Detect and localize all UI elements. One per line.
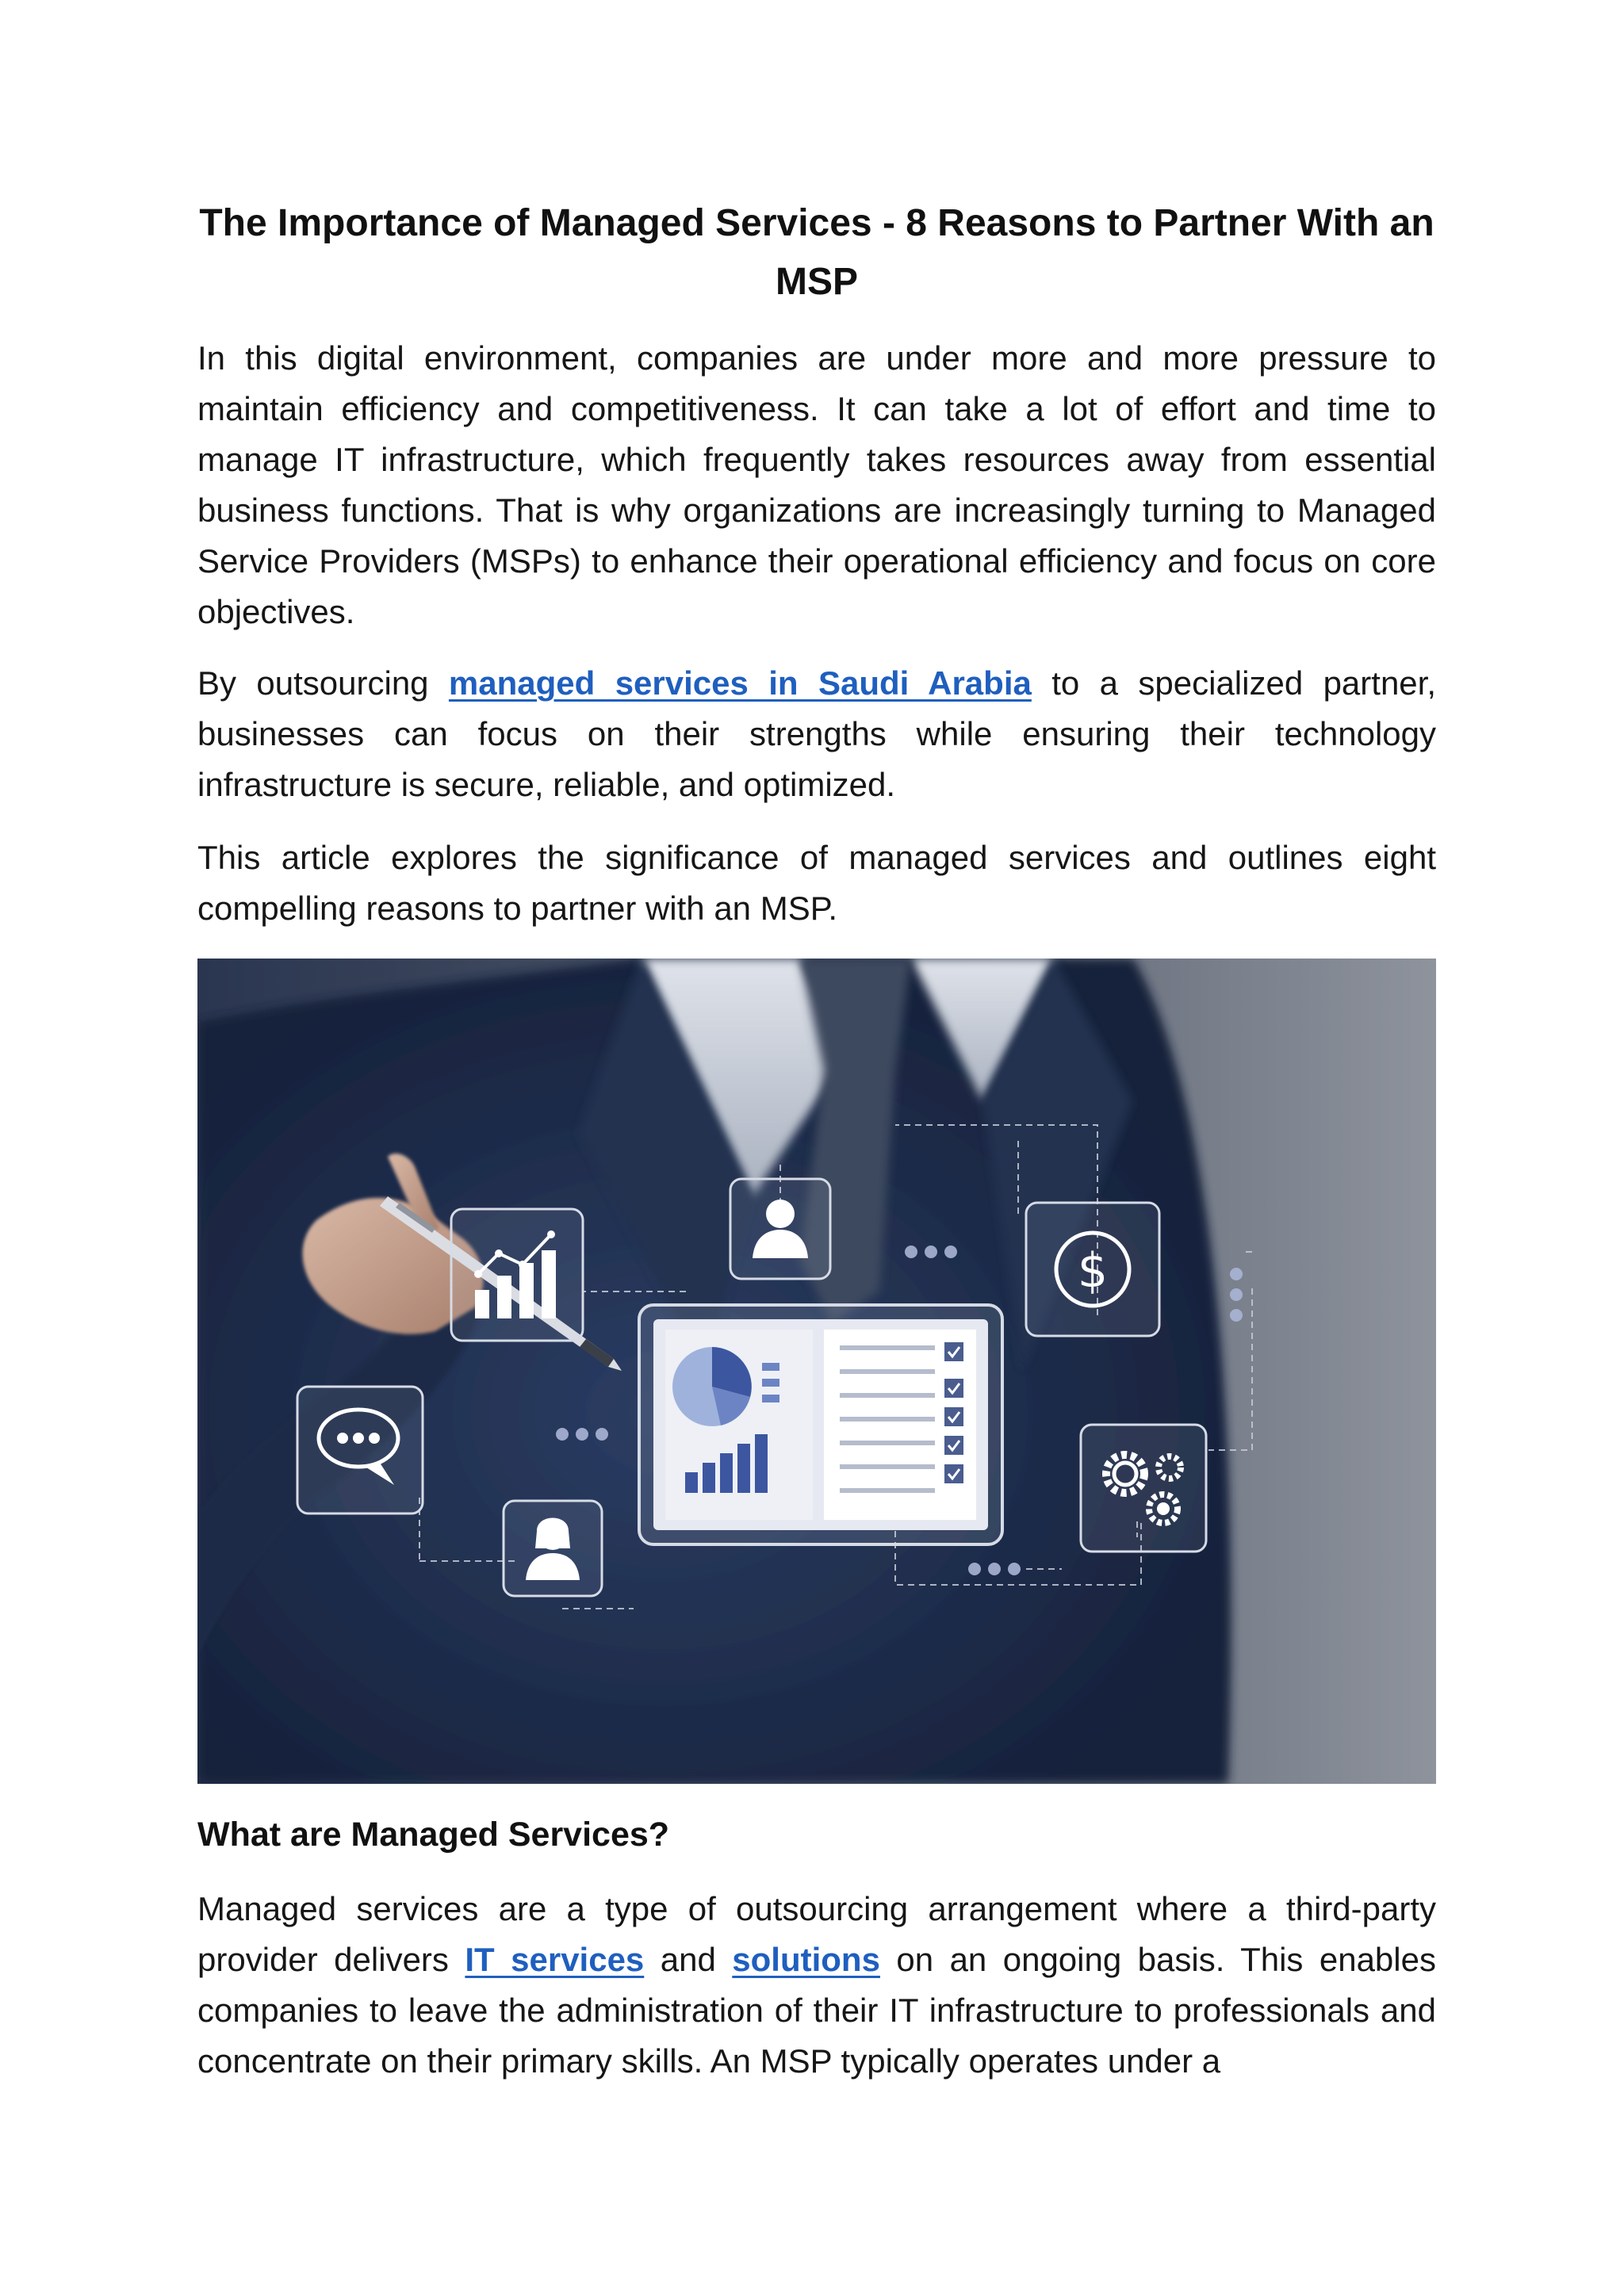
definition-text-part3: on an ongoing basis. This enables companies to leave the administration of their IT infrastructure to professionals and concentrate on their primary skills. An MSP typically operates under a: [197, 1941, 1436, 2080]
it-services-link[interactable]: IT services: [465, 1941, 645, 1978]
svg-text:$: $: [1077, 1243, 1109, 1299]
gears-icon: [1081, 1425, 1206, 1552]
hero-image: [197, 959, 1436, 1784]
outsourcing-text-before: By outsourcing: [197, 664, 449, 702]
intro-paragraph: In this digital environment, companies are under more and more pressure to maintain efficiency and competitiveness. It can take a lot of effort and time to manage IT infrastructure, which frequently takes resources away from essential business functions. That is why organizations are increasingly turning to Managed Service Providers (MSPs) to enhance their operational efficiency and focus on core objectives.: [197, 339, 1436, 630]
person-icon: [730, 1179, 830, 1279]
person-female-icon: [504, 1501, 602, 1596]
outsourcing-text-after: to a specialized partner, businesses can focus on their strengths while ensuring their technology infrastructure is secure, reliable, and optimized.: [197, 664, 1436, 803]
definition-text-part1: Managed services are a type of outsourcing arrangement where a third-party provider delivers: [197, 1890, 1436, 1978]
definition-paragraph: [197, 1884, 1436, 2087]
outsourcing-paragraph: [197, 658, 1436, 810]
solutions-link[interactable]: solutions: [732, 1941, 880, 1978]
managed-services-saudi-link[interactable]: managed services in Saudi Arabia: [448, 664, 1032, 702]
bar-chart-icon: [451, 1209, 583, 1341]
article-paragraph: This article explores the significance of managed services and outlines eight compelling reasons to partner with an MSP.: [197, 839, 1436, 927]
section-heading: What are Managed Services?: [197, 1816, 670, 1854]
definition-text-part2: and: [644, 1941, 733, 1978]
pie-chart-icon: [672, 1347, 752, 1426]
chat-bubble-icon: [297, 1387, 423, 1513]
dollar-icon: [1026, 1203, 1159, 1336]
page-title: The Importance of Managed Services - 8 Reasons to Partner With an MSP: [199, 202, 1434, 303]
hero-illustration: [197, 959, 1436, 1784]
dashboard-icon: [639, 1305, 1002, 1544]
